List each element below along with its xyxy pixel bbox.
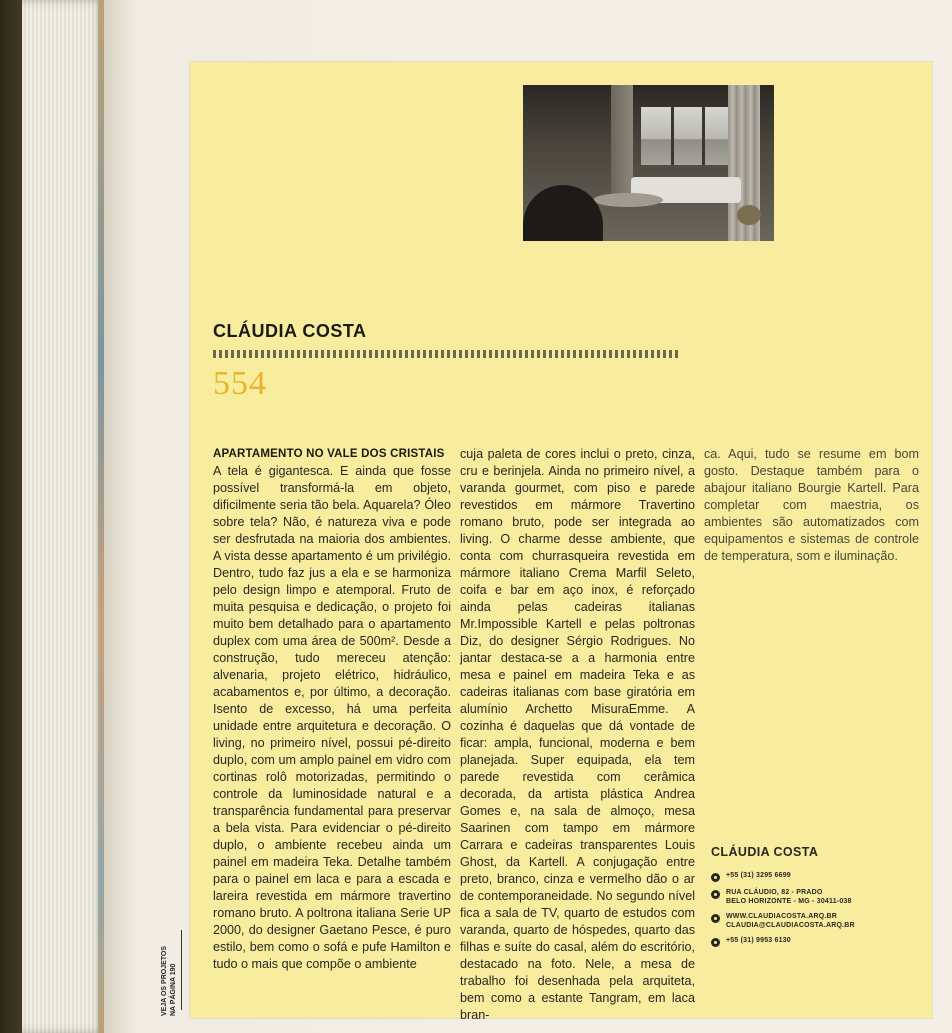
side-note-line-1: VEJA OS PROJETOS bbox=[161, 945, 168, 1016]
architect-name: CLÁUDIA COSTA bbox=[213, 321, 367, 341]
article-text-1: A tela é gigantesca. E ainda que fosse possível transformá-la em objeto, dificilmente seria tão bela. Aquarela? Óleo sobre tela? Não, é natureza viva e pode ser desfrutada na maioria dos ambientes. A vista desse apartamento é um privilégio. Dentro, tudo faz jus a ela e se harmoniza pelo design limpo e atemporal. Fruto de muita pesquisa e dedicação, o projeto foi muito bem detalhado para o apartamento duplex com uma área de 500m². Desde a construção, tudo mereceu atenção: alvenaria, projeto elétrico, hidráulico, acabamentos e, por último, a decoração. Isento de excesso, há uma perfeita unidade entre arquitetura e decoração. O living, no primeiro nível, possui pé-direito duplo, com um amplo painel em vidro com cortinas rolô motorizadas, permitindo o controle da luminosidade natural e a transparência fundamental para preservar a bela vista. Para evidenciar o pé-direito duplo, o ambiente recebeu ainda um painel em madeira Teka. Detalhe também para o painel em laca e para a escada e lareira revestida em mármore travertino romano bruto. A poltrona italiana Serie UP 2000, do designer Gaetano Pesce, é puro estilo, bem como o sofá e pufe Hamilton e tudo o mais que compõe o ambiente bbox=[213, 464, 451, 971]
contact-address-row bbox=[711, 888, 871, 906]
contact-web-row bbox=[711, 912, 871, 930]
contact-website: WWW.CLAUDIACOSTA.ARQ.BR bbox=[726, 913, 838, 920]
phone-icon bbox=[711, 873, 720, 882]
interior-photo bbox=[523, 85, 774, 241]
article-column-3 bbox=[704, 446, 919, 565]
article-column-1 bbox=[213, 446, 451, 973]
side-note-line-2: NA PÁGINA 190 bbox=[170, 963, 177, 1016]
side-rule bbox=[181, 930, 182, 1010]
globe-icon bbox=[711, 914, 720, 923]
contact-name: CLÁUDIA COSTA bbox=[711, 845, 819, 859]
location-icon bbox=[711, 890, 720, 899]
contact-address-line-2: BELO HORIZONTE - MG - 30411-038 bbox=[726, 898, 852, 905]
project-number: 554 bbox=[213, 365, 267, 402]
contact-email: CLAUDIA@CLAUDIACOSTA.ARQ.BR bbox=[726, 922, 855, 929]
contact-phone-row bbox=[711, 871, 871, 882]
contact-address-line-1: RUA CLÁUDIO, 82 - PRADO bbox=[726, 889, 823, 896]
book-page-stack bbox=[22, 0, 106, 1033]
mobile-phone-icon bbox=[711, 938, 720, 947]
contact-mobile-row bbox=[711, 936, 871, 947]
contact-block bbox=[711, 845, 871, 953]
side-note bbox=[160, 936, 178, 1016]
article-text-2: cuja paleta de cores inclui o preto, cinza, cru e berinjela. Ainda no primeiro nível, a varanda gourmet, com piso e parede revestidos em mármore Travertino romano bruto, pode ser integrada ao living. O charme desse ambiente, que conta com churrasqueira revestida em mármore italiano Crema Marfil Seleto, coifa e bar em aço inox, é reforçado ainda pelas cadeiras italianas Mr.Impossible Kartell e pelas poltronas Diz, do designer Sérgio Rodrigues. No jantar destaca-se a a harmonia entre mesa e painel em madeira Teka e as cadeiras italianas com base giratória em alumínio Archetto MisuraEmme. A cozinha é daquelas que dá vontade de ficar: ampla, funcional, moderna e bem planejada. Super equipada, ela tem parede revestida com cerâmica decorada, da artista plástica Andrea Gomes e, na sala de almoço, mesa Saarinen com tampo em mármore Carrara e cadeiras transparentes Louis Ghost, da Kartell. A conjugação entre preto, branco, cinza e vermelho dão o ar de contemporaneidade. No segundo nível fica a sala de TV, quarto de estudos com varanda, quarto de hóspedes, quarto das filhas e suíte do casal, além do escritório, destacado na foto. Nele, a mesa de trabalho foi desenhada pela arquiteta, bem como a estante Tangram, em laca bran- bbox=[460, 447, 695, 1022]
contact-mobile: +55 (31) 9953 6130 bbox=[726, 937, 791, 944]
contact-phone: +55 (31) 3295 6699 bbox=[726, 872, 791, 879]
article-text-3: ca. Aqui, tudo se resume em bom gosto. Destaque também para o abajour italiano Bourgie Kartell. Para completar com maestria, os ambientes são automatizados com equipamentos e sistemas de controle de temperatura, som e iluminação. bbox=[704, 447, 919, 563]
article-subhead: APARTAMENTO NO VALE DOS CRISTAIS bbox=[213, 448, 445, 460]
ornamental-divider bbox=[213, 350, 681, 358]
article-column-2 bbox=[460, 446, 695, 1024]
